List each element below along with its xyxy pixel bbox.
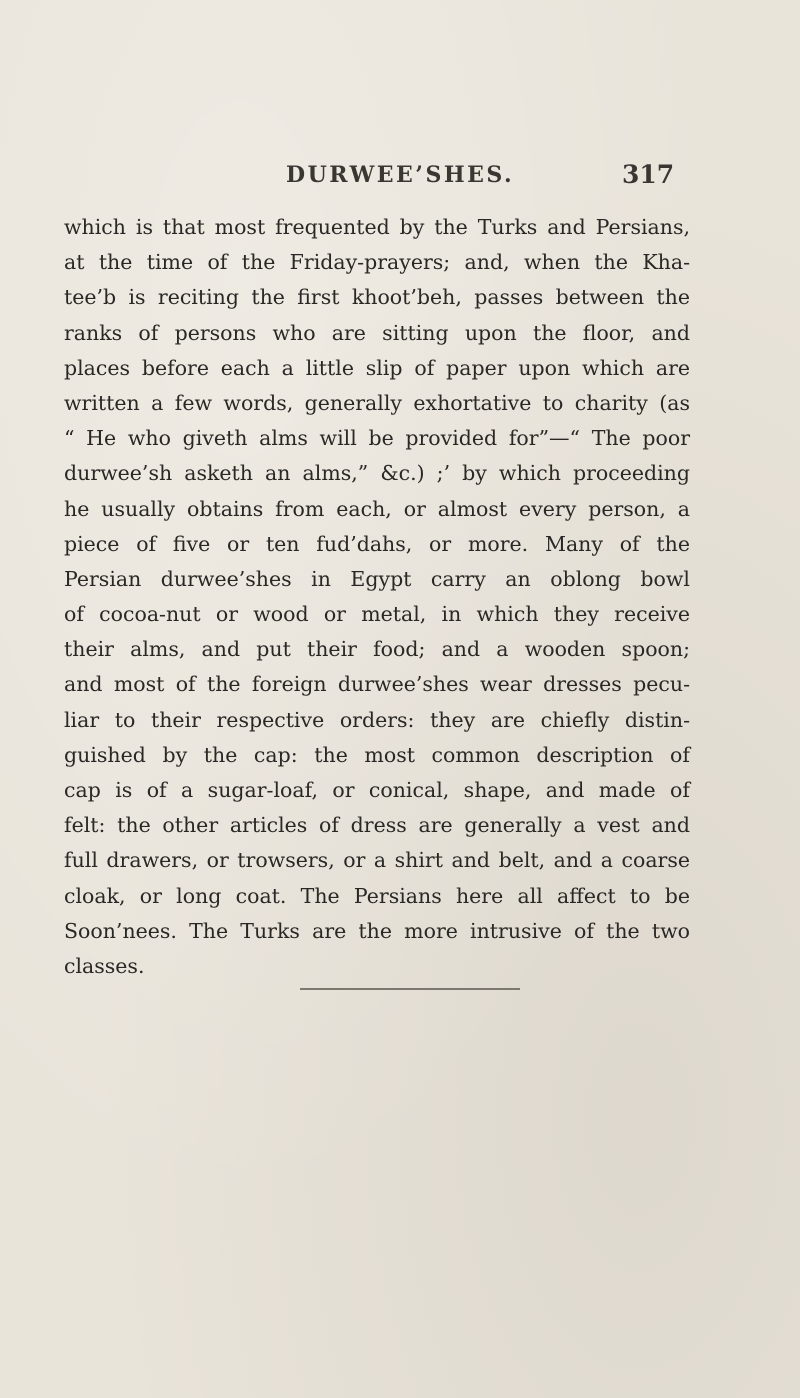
text-line: cloak, or long coat. The Persians here all affect to be <box>64 883 690 908</box>
text-line: their alms, and put their food; and a wooden spoon; <box>64 637 690 662</box>
text-line: tee’b is reciting the first khoot’beh, passes between the <box>64 285 690 310</box>
text-line: “ He who giveth alms will be provided for”—“ The poor <box>64 426 690 451</box>
text-line: Persian durwee’shes in Egypt carry an oblong bowl <box>64 566 690 591</box>
text-line: places before each a little slip of paper upon which are <box>64 355 690 380</box>
text-line: written a few words, generally exhortative to charity (as <box>64 390 690 415</box>
text-line-last: classes. <box>64 953 145 978</box>
text-line: ranks of persons who are sitting upon the floor, and <box>64 320 690 345</box>
running-title: DURWEE’SHES. <box>286 162 515 188</box>
text-line: felt: the other articles of dress are generally a vest and <box>64 813 690 838</box>
text-line: he usually obtains from each, or almost every person, a <box>64 496 690 521</box>
page-number: 317 <box>622 160 675 189</box>
text-line: Soon’nees. The Turks are the more intrusive of the two <box>64 918 690 943</box>
text-line: liar to their respective orders: they are chiefly distin- <box>64 707 690 732</box>
body-text <box>64 210 690 984</box>
text-line: piece of five or ten fud’dahs, or more. Many of the <box>64 531 690 556</box>
text-line: full drawers, or trowsers, or a shirt and belt, and a coarse <box>64 848 690 873</box>
text-line: which is that most frequented by the Turks and Persians, <box>64 215 690 239</box>
text-line: cap is of a sugar-loaf, or conical, shape, and made of <box>64 778 690 802</box>
text-line: and most of the foreign durwee’shes wear dresses pecu- <box>64 672 690 697</box>
running-head <box>0 160 800 200</box>
text-line: at the time of the Friday-prayers; and, when the Kha- <box>64 250 690 275</box>
text-line: of cocoa-nut or wood or metal, in which they receive <box>64 602 690 627</box>
section-rule <box>300 988 520 990</box>
text-line: durwee’sh asketh an alms,” &c.) ;’ by which proceeding <box>64 461 690 486</box>
text-line: guished by the cap: the most common description of <box>64 742 690 767</box>
